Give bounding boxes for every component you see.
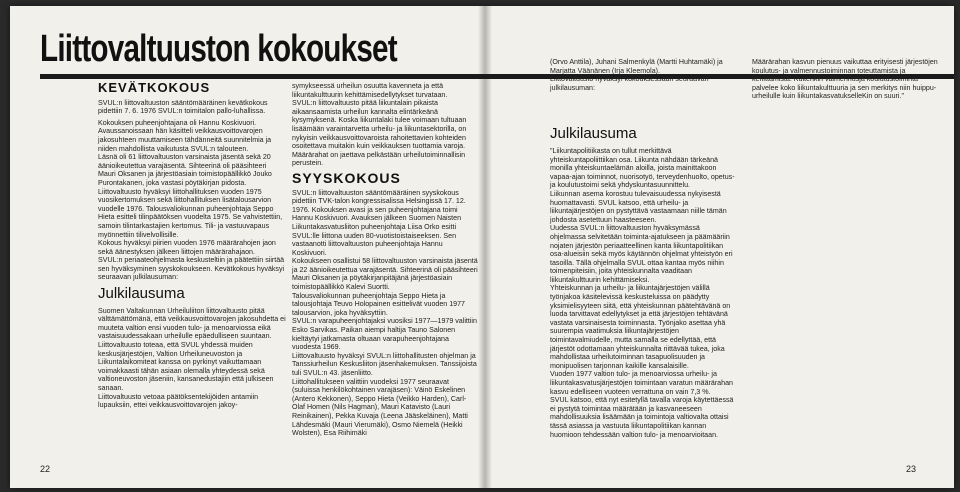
paragraph: SVUL:n varapuheenjohtajaksi vuosiksi 1977—1979 valittiin Esko Sarvikas. Paikan aiempi haltija Tauno Salonen kieltäytyi jatkamasta oltuaan varapuheenjohtajana vuodesta 1969. — [292, 317, 477, 352]
paragraph: Läsnä oli 61 liittovaltuuston varsinaista jäsentä sekä 20 äänioikeutettua varajäsentä. Sihteerinä oli pääsihteeri Mauri Oksanen ja järjestöasiain toimistopäällikkö Jouko Purontakanen, joka vastasi pöytäkirjan pidosta. — [98, 153, 272, 187]
section-heading-syyskokous: SYYSKOKOUS — [292, 169, 401, 186]
paragraph: Liittovaltuusto hyväksyi kokouksessaan seuraavan julkilausuman: — [550, 75, 709, 92]
column-2 — [292, 82, 478, 438]
column-4 — [752, 58, 940, 101]
paragraph: Kokous hyväksyi piirien vuoden 1976 määrärahojen jaon sekä äänestyksen jälkeen liittojen määrärahajaon. — [98, 239, 276, 256]
paragraph: Liittovaltuusto vetoaa päätöksentekijöiden antamiin lupauksiin, ettei veikkausvoittovarojen jakoy- — [98, 392, 259, 410]
paragraph: Määrärahan kasvun pienuus vaikuttaa erityisesti järjestöjen koulutus- ja valmennustoiminnan toteuttamista ja kehittämistä. Kuitenkin valmennusja koulutustoiminta palvelee koko liikuntakulttuuria ja sen merkitys niin huippu-urheilulle kuin liikuntakasvatukselleKin on suuri." — [752, 58, 938, 101]
paragraph: Vuoden 1977 valtion tulo- ja menoarviossa urheilu- ja liikuntakasvatusjärjestöjen toimintaan varatun määrärahan kasvu edelliseen vuoteen verrattuna on vain 7,3 %. — [550, 370, 733, 396]
paragraph: Liittovaltuusto hyväksyi SVUL:n liittohallitusten ohjelman ja Tanssiurheilun Keskusliiton jäsenhakemuksen. Tanssijoista tuli SVUL:n 43. jäsenliitto. — [292, 351, 477, 377]
page-number-right: 23 — [905, 464, 916, 474]
paragraph: Liikunnan asema korostuu tulevaisuudessa nykyisestä huomattavasti. SVUL katsoo, että urheilu- ja liikuntajärjestöjen on pystyttävä vastaamaan niille tämän johdosta asetettuun haasteeseen. — [550, 189, 727, 224]
paragraph: SVUL:n periaateohjelmasta keskusteltiin ja päätettiin siirtää sen hyväksyminen syyskokoukseen. Kevätkokous hyväksyi seuraavan julkilausuman: — [98, 256, 285, 282]
paragraph: Kokouksen puheenjohtajana oli Hannu Koskivuori. Avaussanoissaan hän käsitteli veikkausvoittovarojen jakosuhteen muuttamiseen tähdänneitä suunnitelmia ja niiden mahdollista vaikutusta SVUL:n talouteen. — [98, 118, 272, 153]
paragraph: Suomen Valtakunnan Urheiluliiton liittovaltuusto pitää välttämättömänä, että veikkausvoittovarojen jakosuhdetta ei muuteta valtion ensi vuoden tulo- ja menoarviossa eikä vastaisuudessakaan urheilulle epäedulliseen suuntaan. Liittovaltuusto toteaa, että SVUL yhdessä muiden keskusjärjestöjen, Valtion Urheiluneuvoston ja Liikuntalaikomiteat kanssa on pyrkinyt vaikuttamaan voimakkaasti tähän asiaan olemalla yhteydessä sekä valtioneuvoston jäseniin, kansanedustajiin että julkiseen sanaan. — [98, 306, 286, 392]
page-title: Liittovaltuuston kokoukset — [40, 28, 397, 70]
paragraph: Liittovaltuusto hyväksyi liittohallituksen vuoden 1975 vuosikertomuksen sekä liittohallituksen lisätalousarvion vuodelle 1976. Talousvaliokunnan puheenjohtaja Seppo Hieta esitteli tilinpäätöksen vuodelta 1975. Se vahvistettiin, samoin tilintarkastajien kertomus. Tili- ja vastuuvapaus myönnettiin tilivelvollisille. — [98, 187, 283, 239]
section-heading-kevatkokous: KEVÄTKOKOUS — [98, 80, 211, 95]
column-3 — [550, 58, 736, 439]
paragraph: SVUL:n liittovaltuuston sääntömääräinen kevätkokous pidettiin 7. 6. 1976 SVUL:n toimitalon pallo-luhallissa. — [98, 98, 268, 116]
paragraph: SVUL:n liittovaltuuston sääntömääräinen syyskokous pidettiin TVK-talon kongressisalissa Helsingissä 17. 12. 1976. Kokouksen avasi ja sen puheenjohtajana toimi Hannu Koskivuori. Avauksen jälkeen Suomen Naisten Liikuntakasvatusliiton puheenjohtaja Liisa Orko esitti SVUL:lle liittona uuden 80-vuotistoistaiseeksen. Sen vastaanotti liittovaltuuston puheenjohtaja Hannu Koskivuori. — [292, 188, 466, 257]
paragraph: Kokoukseen osallistui 58 liittovaltuuston varsinaista jäsentä ja 22 äänioikeutettua varajäsentä. Sihteerinä oli pääsihteeri Mauri Oksanen ja pöytäkirjanpitäjänä järjestöasiain toimistopäällikkö Kalevi Suortti. — [292, 257, 478, 292]
paragraph: SVUL:n liittovaltuusto pitää liikuntalain pikaista aikaansaamista urheilun kannalta elintärkeänä kysymyksenä. Koska liikuntalaki tulee voimaan tultuaan lisäämään varaintarvetta urheilu- ja liikuntasektorilla, on nykyisin veikkausvoittovaroista rahoitettavien kohteiden osoitettava muitakin kuin veikkauksen tuottamia varoja. Määrärahat on jaettava pelkästään urheilutoiminnallisin perustein. — [292, 99, 467, 168]
subheading-julkilausuma: Julkilausuma — [98, 285, 185, 303]
paragraph: Talousvaliokunnan puheenjohtaja Seppo Hieta ja talousjohtaja Teuvo Holopainen esittelivät vuoden 1977 talousarvion, joka hyväksyttiin. — [292, 291, 466, 317]
page-number-left: 22 — [40, 464, 51, 474]
paragraph: "Liikuntapolitiikasta on tullut merkittävä yhteiskuntapoliittiikan osa. Liikunta nähdään tärkeänä monilla yhteiskuntaelämän aloilla, joista mainittakoon vapaa-ajan toiminnot, nuorisotyö, terveydenhuolto, opetus- ja koulutustoimi sekä yhdyskuntasuunnittelu. — [550, 146, 735, 190]
column-1 — [98, 82, 286, 410]
subheading-julkilausuma-2: Julkilausuma — [550, 125, 637, 143]
magazine-spread — [10, 6, 954, 488]
paragraph: Yhteiskunnan ja urheilu- ja liikuntajärjestöjen välillä työnjakoa käsitelevissä keskusteluissa on päädytty yksimielisyyteen siitä, että yhteiskunnan päätehtävänä on luoda tarvittavat edellytykset ja että järjestöjen tehtävänä vastata varsinaisesta toiminnasta. Työnjako asettaa yhä suurempia vaatimuksia liikuntajärjestöjen toimintavalmiudelle, mutta samalla se edellyttää, että järjestöt odottamaan yhteiskunnalta riittävää tukea, joka mahdollistaa urheilutoiminnan tasapuolisuuden ja monipuolisen tarjonnan kaikille kansalaisille. — [550, 284, 731, 370]
paragraph: Uudessa SVUL:n liittovaltuuston hyväksymässä ohjelmassa selvitetään toiminta-ajatukseen ja päämääriin nojaten järjestön periaatteellinen kanta liikuntapolitiikan osa-alueisiin sekä myös käytännön ohjelmat yhteistyön eri tasoilla. Tällä ohjelmalla SVUL ottaa kantaa myös niihin toimenpiteisiin, joita yhteiskunnalta vaaditaan liikuntakulttuurin kehittämiseksi. — [550, 224, 733, 284]
paragraph: Liittohallitukseen valittiin vuodeksi 1977 seuraavat (suluissa henkilökohtainen varajäsen): Väinö Eskelinen (Antero Kekkonen), Seppo Hieta (Veikko Harden), Carl-Olaf Homen (Nils Hagman), Mauri Katavisto (Lauri Reinikainen), Pekka Kuvaja (Leena Jääskeläinen), Matti Lähdesmäki (Mauri Vierumäki), Osmo Niemelä (Heikki Wolsten), Esa Riihimäki — [292, 377, 468, 438]
paragraph: symykseessä urheilun osuutta kavenneta ja että liikuntakulttuurin kehittämisedellytykset turvataan. — [292, 82, 448, 99]
paragraph: SVUL katsoo, että nyt esitetyllä tavalla varoja käytettäessä ei pystytä toimintaa määrätään ja kasvaneeseen mahdollisuuksia lisäämään ja toimintoja valtiovalta ottaisi tässä asiassa ja vastuuta liikuntapolitiikan kannan huomioon tehdessään valtion tulo- ja menoarvioitaan. — [550, 396, 734, 439]
paragraph: (Orvo Anttila), Juhani Salmenkylä (Martti Huhtamäki) ja Marjatta Väänänen (Irja Kleemola). — [550, 58, 723, 75]
